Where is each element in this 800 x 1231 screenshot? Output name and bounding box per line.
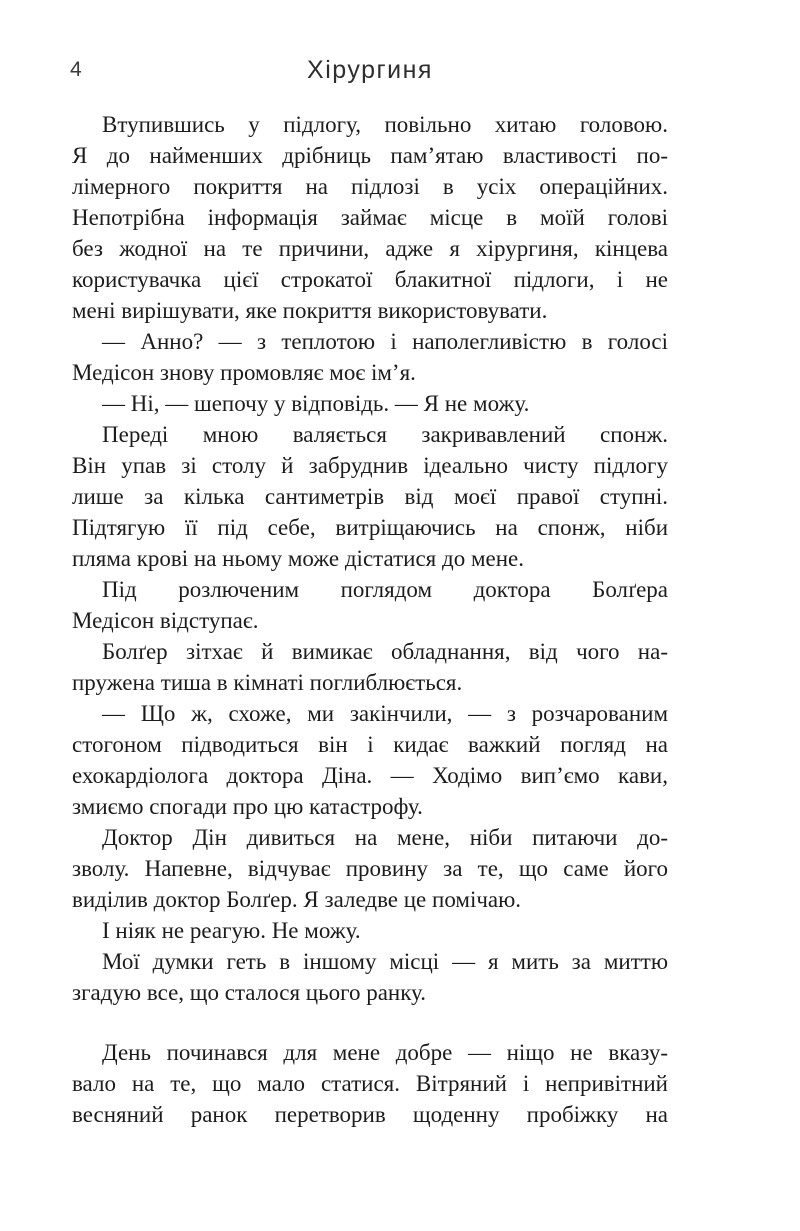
text-line: весняний ранок перетворив щоденну пробіжку на xyxy=(72,1102,668,1127)
paragraph xyxy=(72,1037,668,1130)
paragraph xyxy=(72,698,668,822)
text-line: Мої думки геть в іншому місці — я мить за миттю xyxy=(102,949,668,974)
page-number: 4 xyxy=(70,58,82,81)
paragraph xyxy=(72,326,668,388)
text-line: ехокардіолога доктора Діна. — Ходімо вип’ємо кави, xyxy=(72,763,668,788)
paragraph xyxy=(72,946,668,1008)
text-line: змиємо спогади про цю катастрофу. xyxy=(72,794,423,819)
text-line: лише за кілька сантиметрів від моєї правої ступні. xyxy=(72,484,668,509)
text-line: мені вирішувати, яке покриття використовувати. xyxy=(72,298,548,323)
text-line: без жодної на те причини, адже я хірургиня, кінцева xyxy=(72,236,668,261)
text-line: Я до найменших дрібниць пам’ятаю властивості по- xyxy=(72,143,668,168)
text-line: Переді мною валяється закривавлений спонж. xyxy=(102,422,668,447)
text-line: Він упав зі столу й забруднив ідеально чисту підлогу xyxy=(72,453,668,478)
text-line: стогоном підводиться він і кидає важкий погляд на xyxy=(72,732,668,757)
paragraph xyxy=(72,419,668,574)
text-line: згадую все, що сталося цього ранку. xyxy=(72,980,427,1005)
text-line: День починався для мене добре — ніщо не вказу- xyxy=(102,1040,668,1065)
text-line: пружена тиша в кімнаті поглиблюється. xyxy=(72,670,463,695)
text-line: Під розлюченим поглядом доктора Болґера xyxy=(102,577,668,602)
text-line: Медісон знову промовляє моє ім’я. xyxy=(72,360,416,385)
paragraph xyxy=(72,574,668,636)
text-line: Непотрібна інформація займає місце в моїй голові xyxy=(72,205,668,230)
text-line: зволу. Напевне, відчуває провину за те, що саме його xyxy=(72,856,668,881)
running-title: Хірургиня xyxy=(307,56,433,84)
text-line: користувачка цієї строкатої блакитної підлоги, і не xyxy=(72,267,668,292)
text-line: Болґер зітхає й вимикає обладнання, від чого на- xyxy=(102,639,668,664)
text-line: вало на те, що мало статися. Вітряний і непривітний xyxy=(72,1071,668,1096)
paragraph xyxy=(72,822,668,915)
paragraph xyxy=(72,915,668,946)
paragraph xyxy=(72,636,668,698)
paragraph xyxy=(72,109,668,326)
text-line: — Що ж, схоже, ми закінчили, — з розчарованим xyxy=(102,701,668,726)
body-text xyxy=(72,109,668,1130)
paragraph xyxy=(72,388,668,419)
text-line: лімерного покриття на підлозі в усіх операційних. xyxy=(72,174,668,199)
text-line: виділив доктор Болґер. Я заледве це помічаю. xyxy=(72,887,522,912)
text-line: Медісон відступає. xyxy=(72,608,259,633)
text-line: — Анно? — з теплотою і наполегливістю в голосі xyxy=(102,329,668,354)
text-line: — Ні, — шепочу у відповідь. — Я не можу. xyxy=(102,391,530,416)
text-line: пляма крові на ньому може дістатися до мене. xyxy=(72,546,524,571)
text-line: Доктор Дін дивиться на мене, ніби питаючи до- xyxy=(102,825,668,850)
text-line: Підтягую її під себе, витріщаючись на спонж, ніби xyxy=(72,515,668,540)
text-line: І ніяк не реагую. Не можу. xyxy=(102,918,361,943)
text-line: Втупившись у підлогу, повільно хитаю головою. xyxy=(102,112,668,137)
